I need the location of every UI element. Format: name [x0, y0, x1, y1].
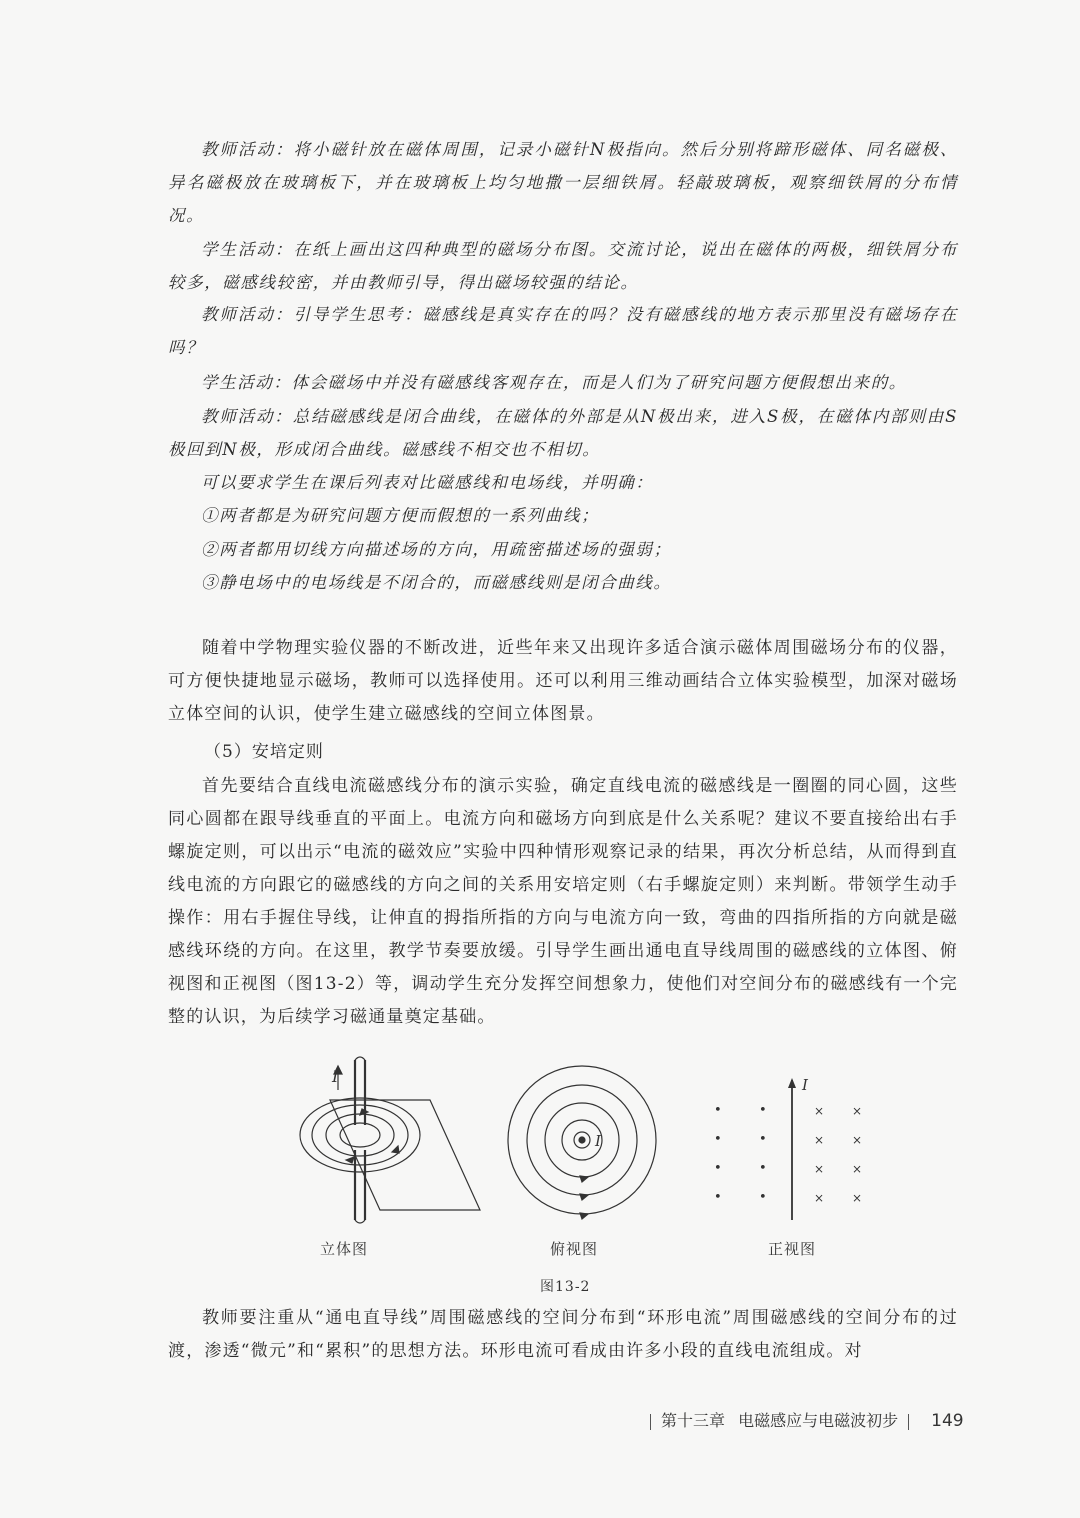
cross-symbol: ×	[852, 1104, 863, 1118]
dot-symbol: •	[714, 1190, 722, 1205]
comparison-intro: 可以要求学生在课后列表对比磁感线和电场线，并明确：	[201, 473, 654, 492]
footer-chapter: 第十三章	[661, 1411, 726, 1430]
body-paragraph-3: 教师要注重从“通电直导线”周围磁感线的空间分布到“环形电流”周围磁感线的空间分布的过渡，渗透“微元”和“累积”的思想方法。环形电流可看成由许多小段的直线电流组成。对	[168, 1308, 958, 1361]
student-activity-2: 学生活动：体会磁场中并没有磁感线客观存在，而是人们为了研究问题方便假想出来的。	[201, 373, 907, 392]
caption-stereo-view: 立体图	[320, 1240, 369, 1258]
dot-symbol: •	[759, 1190, 767, 1205]
caption-top-view: 俯视图	[550, 1240, 599, 1258]
teacher-activity-3: 教师活动：总结磁感线是闭合曲线，在磁体的外部是从N极出来，进入S极，在磁体内部则由S极回到N极，形成闭合曲线。磁感线不相交也不相切。	[168, 407, 958, 459]
student-activity-1: 学生活动：在纸上画出这四种典型的磁场分布图。交流讨论，说出在磁体的两极，细铁屑分布较多，磁感线较密，并由教师引导，得出磁场较强的结论。	[168, 240, 958, 292]
footer-divider	[650, 1414, 651, 1430]
footer-chapter-title: 电磁感应与电磁波初步	[738, 1411, 899, 1430]
figure-13-2	[290, 1050, 870, 1300]
page-footer	[640, 1408, 964, 1431]
stereo-current-label: I	[332, 1067, 339, 1086]
dot-symbol: •	[714, 1132, 722, 1147]
dot-symbol: •	[759, 1132, 767, 1147]
crosses-right	[814, 1104, 862, 1205]
cross-symbol: ×	[814, 1162, 825, 1176]
comparison-item-1: ①两者都是为研究问题方便而假想的一系列曲线；	[201, 506, 600, 525]
dot-symbol: •	[714, 1103, 722, 1118]
body-paragraph-2: 首先要结合直线电流磁感线分布的演示实验，确定直线电流的磁感线是一圈圈的同心圆，这些同心圆都在跟导线垂直的平面上。电流方向和磁场方向到底是什么关系呢？建议不要直接给出右手螺旋定则，可以出示“电流的磁效应”实验中四种情形观察记录的结果，再次分析总结，从而得到直线电流的方向跟它的磁感线的方向之间的关系用安培定则（右手螺旋定则）来判断。带领学生动手操作：用右手握住导线，让伸直的拇指所指的方向与电流方向一致，弯曲的四指所指的方向就是磁感线环绕的方向。在这里，教学节奏要放缓。引导学生画出通电直导线周围的磁感线的立体图、俯视图和正视图（图13-2）等，调动学生充分发挥空间想象力，使他们对空间分布的磁感线有一个完整的认识，为后续学习磁通量奠定基础。	[168, 776, 958, 1027]
dot-symbol: •	[714, 1161, 722, 1176]
front-view-diagram	[788, 1078, 796, 1220]
comparison-item-2: ②两者都用切线方向描述场的方向，用疏密描述场的强弱；	[201, 540, 672, 559]
cross-symbol: ×	[852, 1162, 863, 1176]
cross-symbol: ×	[852, 1133, 863, 1147]
teacher-activity-1: 教师活动：将小磁针放在磁体周围，记录小磁针N极指向。然后分别将蹄形磁体、同名磁极、异名磁极放在玻璃板下，并在玻璃板上均匀地撒一层细铁屑。轻敲玻璃板，观察细铁屑的分布情况。	[168, 140, 958, 225]
figure-caption: 图13-2	[540, 1279, 591, 1295]
dot-symbol: •	[759, 1103, 767, 1118]
cross-symbol: ×	[852, 1191, 863, 1205]
section-heading: （5）安培定则	[204, 742, 324, 762]
page-number: 149	[931, 1411, 964, 1431]
figure-drawings	[290, 1050, 870, 1300]
comparison-item-3: ③静电场中的电场线是不闭合的，而磁感线则是闭合曲线。	[201, 573, 672, 592]
footer-divider	[908, 1414, 909, 1430]
cross-symbol: ×	[814, 1191, 825, 1205]
caption-front-view: 正视图	[768, 1240, 817, 1258]
teacher-activity-2: 教师活动：引导学生思考：磁感线是真实存在的吗？没有磁感线的地方表示那里没有磁场存在吗？	[168, 305, 958, 357]
cross-symbol: ×	[814, 1104, 825, 1118]
body-paragraph-1: 随着中学物理实验仪器的不断改进，近些年来又出现许多适合演示磁体周围磁场分布的仪器，可方便快捷地显示磁场，教师可以选择使用。还可以利用三维动画结合立体实验模型，加深对磁场立体空间的认识，使学生建立磁感线的空间立体图景。	[168, 638, 958, 724]
stereo-view-diagram	[300, 1057, 480, 1223]
dot-symbol: •	[759, 1161, 767, 1176]
top-view-diagram	[508, 1066, 656, 1219]
cross-symbol: ×	[814, 1133, 825, 1147]
top-current-label: I	[595, 1132, 601, 1150]
front-current-label: I	[802, 1076, 808, 1094]
dots-left	[714, 1103, 767, 1205]
